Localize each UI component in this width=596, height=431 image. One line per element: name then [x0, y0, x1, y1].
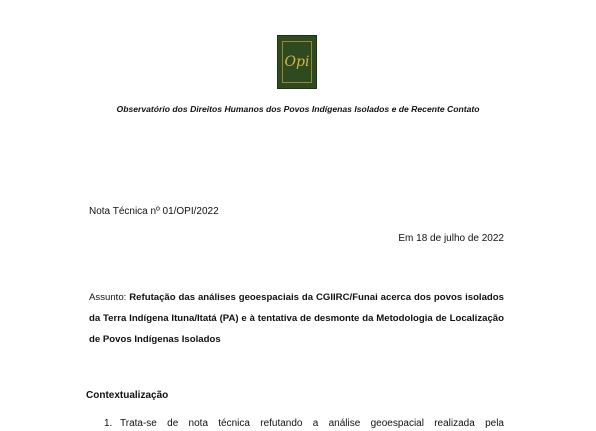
paragraph-number: 1. — [104, 418, 113, 429]
document-date: Em 18 de julho de 2022 — [398, 233, 504, 244]
subject-text: Refutação das análises geoespaciais da CGIIRC/Funai acerca dos povos isolados da Terra Indígena Ituna/Itatá (PA) e à tentativa de desmonte da Metodologia de Localização de Povos Indígenas Isolados — [89, 292, 504, 345]
note-number: Nota Técnica nº 01/OPI/2022 — [89, 206, 219, 217]
subject-block — [89, 287, 504, 350]
section-heading: Contextualização — [86, 390, 169, 401]
organization-title: Observatório dos Direitos Humanos dos Povos Indígenas Isolados e de Recente Contato — [116, 104, 480, 114]
subject-label: Assunto: — [89, 292, 127, 303]
logo-text: Opi — [284, 54, 310, 70]
paragraph-text: Trata-se de nota técnica refutando a análise geoespacial realizada pela — [120, 418, 504, 429]
logo-frame — [282, 41, 312, 83]
opi-logo — [277, 35, 317, 89]
paragraph-1 — [104, 417, 504, 431]
